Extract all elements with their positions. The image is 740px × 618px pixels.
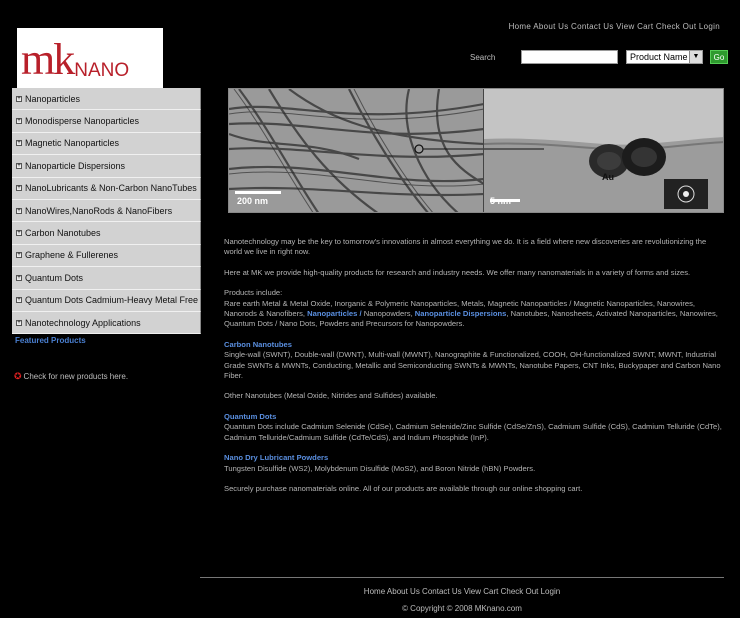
footer-nav[interactable]: Home About Us Contact Us View Cart Check Out Login — [363, 587, 561, 596]
footer-divider — [200, 577, 724, 578]
sidebar-item-label: NanoLubricants & Non-Carbon NanoTubes — [25, 183, 197, 194]
sidebar-item-magnetic[interactable] — [12, 133, 201, 155]
sidebar-item-label: Quantum Dots Cadmium-Heavy Metal Free — [25, 295, 199, 306]
sidebar-item-label: Magnetic Nanoparticles — [25, 138, 120, 149]
sidebar-item-nanoparticles[interactable] — [12, 88, 201, 110]
products-text-b: Nanopowders, — [361, 309, 415, 319]
qd-paragraph — [224, 412, 724, 443]
lubricant-paragraph — [224, 453, 724, 474]
plus-icon[interactable]: + — [17, 140, 21, 147]
search-input[interactable] — [521, 50, 618, 64]
products-title: Products include: — [224, 288, 283, 298]
search-type-select[interactable] — [626, 50, 703, 64]
sidebar-item-label: Nanoparticle Dispersions — [25, 160, 126, 171]
sidebar-item-dispersions[interactable] — [12, 155, 201, 177]
cnt-title[interactable]: Carbon Nanotubes — [224, 339, 292, 349]
plus-icon[interactable]: + — [17, 230, 21, 237]
search-type-value: Product Name — [630, 52, 688, 62]
gold-particle-graphic — [484, 89, 723, 212]
plus-icon[interactable]: + — [17, 297, 21, 304]
sidebar-item-carbon-nanotubes[interactable] — [12, 222, 201, 244]
hero-images — [228, 88, 724, 213]
cnt-text: Single-wall (SWNT), Double-wall (DWNT), Multi-wall (MWNT), Nanographite & Functionalized, COOH, OH-functionalized SWNT, MWNT, Industrial Grade SWNTs & MWNTs, Conducting, Metallic and Semiconducting SWNTs & MWNTs, Nanotube Papers, CNT Inks, Buckypaper and Carbon Nano Fiber. — [224, 350, 721, 381]
nanoparticle-dispersions-link[interactable]: Nanoparticle Dispersions — [414, 309, 507, 319]
products-text-c: , Nanotubes, Nanosheets, Activated Nanoparticles, Nanowires, Quantum Dots / Nano Dots, Powders and Precursors for Nanopowders. — [224, 309, 718, 329]
plus-icon[interactable]: + — [17, 118, 21, 125]
other-nanotubes-paragraph: Other Nanotubes (Metal Oxide, Nitrides and Sulfides) available. — [224, 391, 438, 401]
qd-text: Quantum Dots include Cadmium Selenide (CdSe), Cadmium Selenide/Zinc Sulfide (CdSe/ZnS), Cadmium Sulfide (CdS), Cadmium Telluride (CdTe), Cadmium Telluride/Cadmium Sulfide (CdTe/CdS), and Indium Phosphide (InP). — [224, 422, 722, 442]
new-products-label: Check for new products here. — [23, 372, 129, 381]
chevron-down-icon[interactable]: ▼ — [689, 51, 702, 63]
products-paragraph — [224, 288, 724, 330]
mission-paragraph: Here at MK we provide high-quality products for research and industry needs. We offer many nanomaterials in a variety of forms and sizes. — [224, 267, 691, 277]
nanotube-bundle-graphic — [229, 89, 483, 212]
sidebar-item-label: Monodisperse Nanoparticles — [25, 116, 140, 127]
sidebar-item-quantum-dots[interactable] — [12, 267, 201, 289]
sidebar-item-quantum-dots-cd-free[interactable] — [12, 290, 201, 312]
featured-products-link[interactable]: Featured Products — [15, 336, 86, 345]
sidebar-item-label: Nanoparticles — [25, 93, 81, 104]
sidebar-item-applications[interactable] — [12, 312, 201, 334]
plus-icon[interactable]: + — [17, 274, 21, 281]
sidebar-item-graphene[interactable] — [12, 245, 201, 267]
left-scale-label: 200 nm — [237, 196, 269, 206]
logo-nano: NANO — [74, 60, 130, 81]
top-nav[interactable]: Home About Us Contact Us View Cart Check Out Login — [508, 22, 720, 31]
sidebar-item-label: Nanotechnology Applications — [25, 317, 141, 328]
sidebar-item-label: Quantum Dots — [25, 272, 84, 283]
logo-mk: mk — [21, 35, 74, 84]
sidebar-item-label: NanoWires,NanoRods & NanoFibers — [25, 205, 173, 216]
lubricant-text: Tungsten Disulfide (WS2), Molybdenum Disulfide (MoS2), and Boron Nitride (hBN) Powders. — [224, 463, 536, 473]
new-products-link[interactable] — [14, 371, 128, 382]
go-button[interactable]: Go — [710, 50, 728, 64]
search-label: Search — [470, 52, 496, 62]
sidebar-item-label: Carbon Nanotubes — [25, 228, 101, 239]
nanoparticles-link[interactable]: Nanoparticles / — [307, 309, 362, 319]
products-text-a: Rare earth Metal & Metal Oxide, Inorganic & Polymeric Nanoparticles, Metals, Magnetic Nanoparticles / Magnetic Nanoparticles, Nanowires, Nanorods & Nanofibers, — [224, 298, 696, 319]
mknano-logo[interactable] — [17, 28, 163, 88]
plus-icon[interactable]: + — [17, 207, 21, 214]
gold-nanoparticle-image — [483, 89, 723, 212]
search-bar — [470, 50, 728, 64]
cnt-paragraph — [224, 340, 724, 382]
main-content — [224, 237, 724, 504]
plus-icon[interactable]: + — [17, 185, 21, 192]
right-scale-label: 5 nm — [489, 196, 511, 206]
sidebar-item-nanolubricants[interactable] — [12, 178, 201, 200]
qd-title[interactable]: Quantum Dots — [224, 411, 277, 421]
star-icon: ✪ — [14, 371, 22, 381]
lubricant-title[interactable]: Nano Dry Lubricant Powders — [224, 453, 329, 463]
plus-icon[interactable]: + — [17, 252, 21, 259]
sidebar-item-label: Graphene & Fullerenes — [25, 250, 119, 261]
plus-icon[interactable]: + — [17, 319, 21, 326]
sidebar-item-nanowires[interactable] — [12, 200, 201, 222]
au-label: Au — [601, 172, 614, 182]
nanotube-tem-image — [229, 89, 483, 212]
closing-paragraph: Securely purchase nanomaterials online. All of our products are available through our online shopping cart. — [224, 483, 583, 493]
sidebar-item-monodisperse[interactable] — [12, 110, 201, 132]
category-sidebar — [12, 88, 201, 334]
plus-icon[interactable]: + — [17, 95, 21, 102]
plus-icon[interactable]: + — [17, 162, 21, 169]
intro-paragraph: Nanotechnology may be the key to tomorrow's innovations in almost everything we do. It is a field where new discoveries are revolutionizing the world we live in right now. — [224, 237, 707, 257]
copyright: © Copyright © 2008 MKnano.com — [402, 604, 522, 613]
